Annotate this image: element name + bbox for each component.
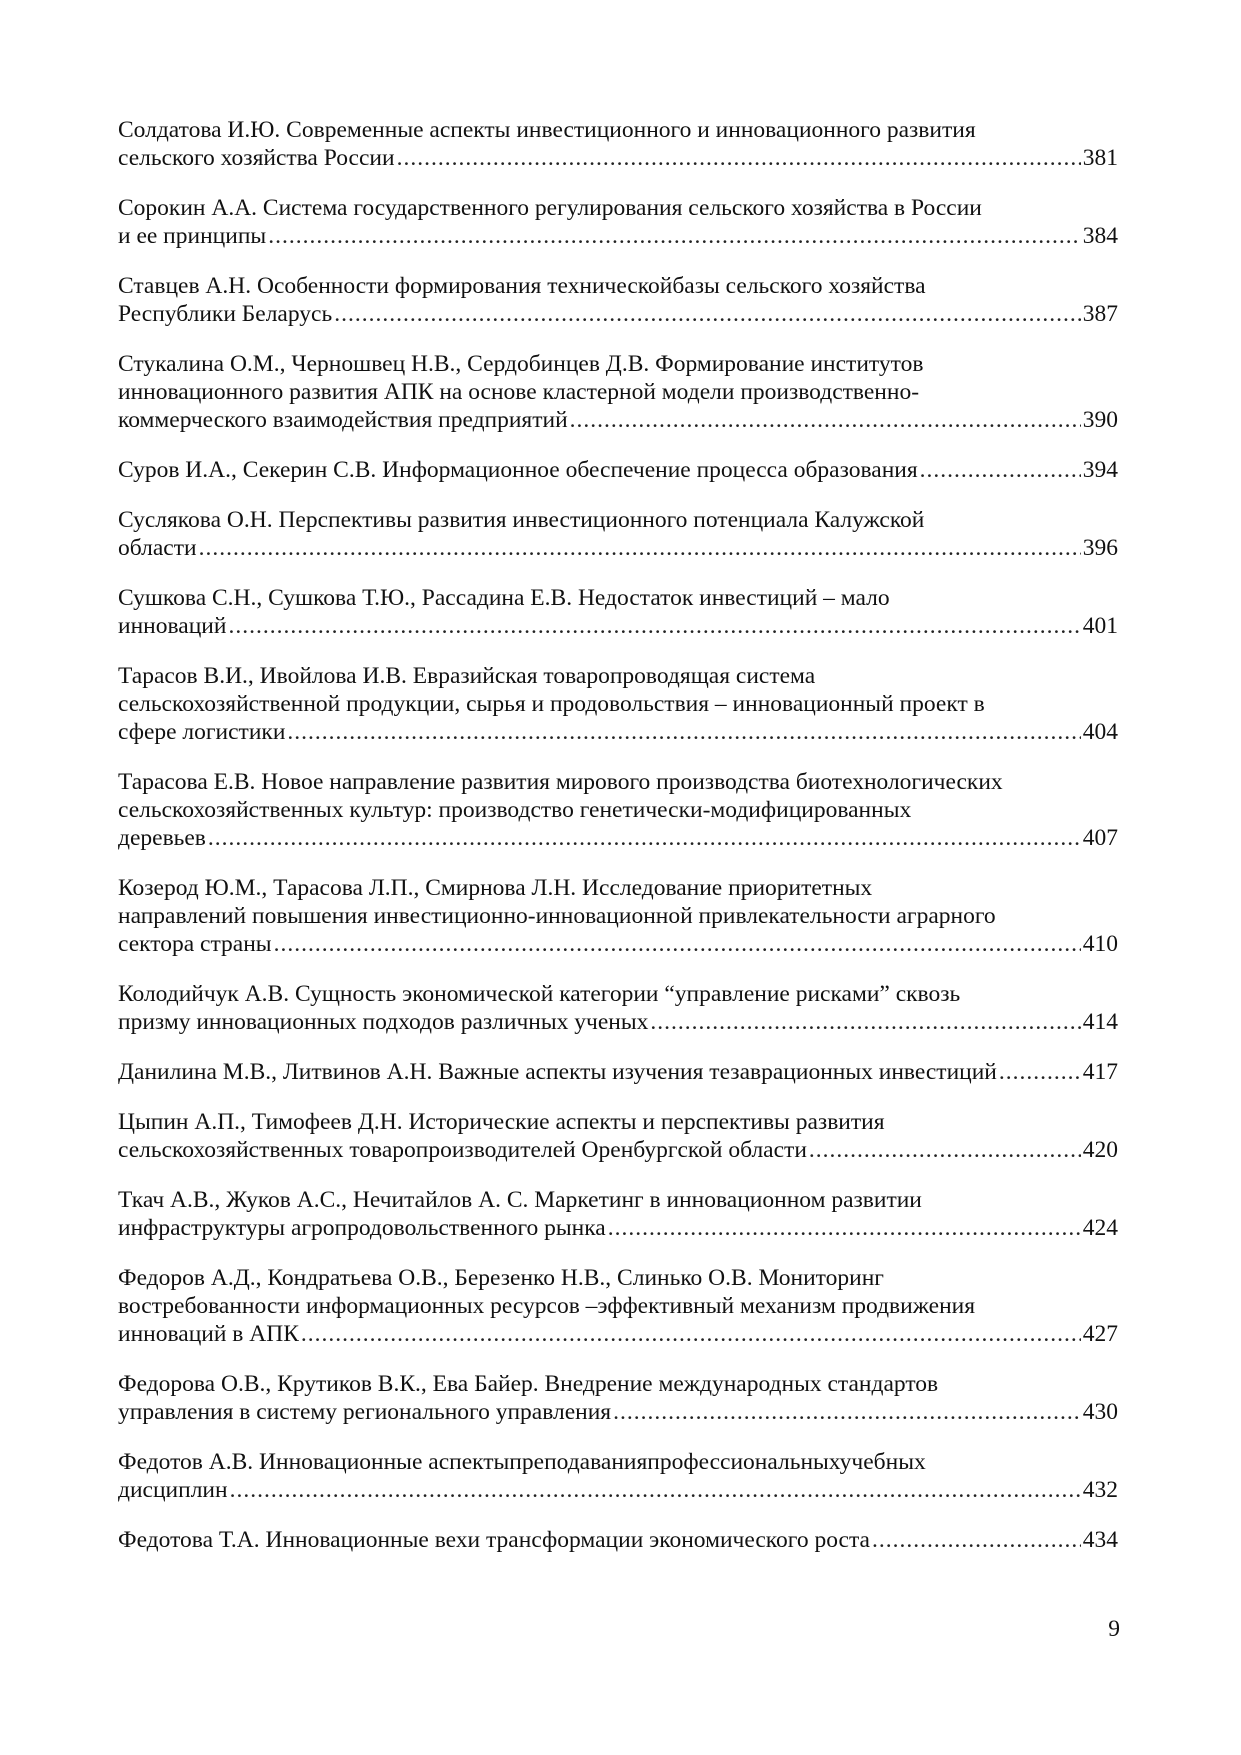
toc-entry-final-line — [118, 144, 1118, 172]
dot-leader — [301, 1320, 1081, 1348]
toc-entry — [118, 1108, 1118, 1164]
toc-page-number: 432 — [1082, 1477, 1118, 1503]
toc-entry-final-line — [118, 1136, 1118, 1164]
toc-entry-text: Федотова Т.А. Инновационные вехи трансформации экономического роста — [118, 1527, 870, 1553]
toc-entry-line: Ткач А.В., Жуков А.С., Нечитайлов А. С. Маркетинг в инновационном развитии — [118, 1187, 922, 1213]
toc-entry-final-line — [118, 718, 1118, 746]
toc-entry — [118, 272, 1118, 328]
toc-entry-text: призму инновационных подходов различных ученых — [118, 1009, 649, 1035]
toc-entry-line: сельскохозяйственной продукции, сырья и продовольствия – инновационный проект в — [118, 691, 985, 717]
table-of-contents — [118, 116, 1118, 1576]
toc-entry-final-line — [118, 1320, 1118, 1348]
toc-entry-text: Данилина М.В., Литвинов А.Н. Важные аспекты изучения тезаврационных инвестиций — [118, 1059, 997, 1085]
dot-leader — [650, 1008, 1080, 1036]
toc-entry-text: сектора страны — [118, 931, 272, 957]
toc-entry — [118, 350, 1118, 434]
dot-leader — [613, 1398, 1081, 1426]
toc-entry — [118, 874, 1118, 958]
toc-entry-final-line — [118, 824, 1118, 852]
toc-entry-line: востребованности информационных ресурсов –эффективный механизм продвижения — [118, 1293, 976, 1319]
toc-entry-final-line — [118, 300, 1118, 328]
dot-leader — [334, 300, 1081, 328]
toc-entry — [118, 1264, 1118, 1348]
toc-entry — [118, 1370, 1118, 1426]
toc-entry-line: направлений повышения инвестиционно-инновационной привлекательности аграрного — [118, 903, 996, 929]
toc-entry-final-line — [118, 1476, 1118, 1504]
toc-entry-text: инноваций в АПК — [118, 1321, 299, 1347]
toc-entry — [118, 1058, 1118, 1086]
toc-page-number: 387 — [1082, 301, 1118, 327]
toc-entry-final-line — [118, 1008, 1118, 1036]
dot-leader — [287, 718, 1080, 746]
toc-page-number: 396 — [1082, 535, 1118, 561]
toc-entry-final-line — [118, 534, 1118, 562]
page-number: 9 — [1108, 1616, 1120, 1642]
toc-entry — [118, 980, 1118, 1036]
toc-entry-line: Колодийчук А.В. Сущность экономической категории “управление рисками” сквозь — [118, 981, 961, 1007]
toc-entry-line: Федоров А.Д., Кондратьева О.В., Березенко Н.В., Слинько О.В. Мониторинг — [118, 1265, 884, 1291]
toc-entry-final-line — [118, 1526, 1118, 1554]
toc-entry-final-line — [118, 1398, 1118, 1426]
toc-entry-line: Федотов А.В. Инновационные аспектыпреподаванияпрофессиональныхучебных — [118, 1449, 926, 1475]
toc-entry-text: и ее принципы — [118, 223, 267, 249]
toc-entry-line: Суслякова О.Н. Перспективы развития инвестиционного потенциала Калужской — [118, 507, 925, 533]
toc-entry-text: области — [118, 535, 197, 561]
dot-leader — [999, 1058, 1081, 1086]
dot-leader — [268, 222, 1081, 250]
toc-entry — [118, 1448, 1118, 1504]
toc-entry-text: сельскохозяйственных товаропроизводителей Оренбургской области — [118, 1137, 807, 1163]
toc-entry-line: Тарасова Е.В. Новое направление развития мирового производства биотехнологических — [118, 769, 1003, 795]
toc-entry-final-line — [118, 456, 1118, 484]
toc-entry-text: деревьев — [118, 825, 206, 851]
toc-entry-final-line — [118, 612, 1118, 640]
toc-page-number: 417 — [1082, 1059, 1118, 1085]
toc-entry-final-line — [118, 1058, 1118, 1086]
dot-leader — [872, 1526, 1081, 1554]
toc-entry-line: Сорокин А.А. Система государственного регулирования сельского хозяйства в России — [118, 195, 982, 221]
toc-entry — [118, 116, 1118, 172]
dot-leader — [608, 1214, 1081, 1242]
toc-entry-line: Тарасов В.И., Ивойлова И.В. Евразийская товаропроводящая система — [118, 663, 816, 689]
dot-leader — [570, 406, 1081, 434]
toc-entry — [118, 1186, 1118, 1242]
toc-page-number: 410 — [1082, 931, 1118, 957]
toc-entry-line: инновационного развития АПК на основе кластерной модели производственно- — [118, 379, 920, 405]
toc-page-number: 430 — [1082, 1399, 1118, 1425]
toc-page-number: 407 — [1082, 825, 1118, 851]
toc-entry-text: сельского хозяйства России — [118, 145, 395, 171]
toc-entry-final-line — [118, 406, 1118, 434]
toc-entry-text: дисциплин — [118, 1477, 228, 1503]
dot-leader — [228, 612, 1080, 640]
toc-entry-text: управления в систему регионального управления — [118, 1399, 612, 1425]
toc-page-number: 434 — [1082, 1527, 1118, 1553]
toc-entry-text: коммерческого взаимодействия предприятий — [118, 407, 568, 433]
toc-entry-text: сфере логистики — [118, 719, 286, 745]
toc-entry — [118, 506, 1118, 562]
toc-page-number: 390 — [1082, 407, 1118, 433]
toc-entry-line: Федорова О.В., Крутиков В.К., Ева Байер. Внедрение международных стандартов — [118, 1371, 939, 1397]
toc-entry-line: Солдатова И.Ю. Современные аспекты инвестиционного и инновационного развития — [118, 117, 976, 143]
toc-page-number: 394 — [1082, 457, 1118, 483]
dot-leader — [397, 144, 1081, 172]
toc-page-number: 381 — [1082, 145, 1118, 171]
toc-entry-text: Республики Беларусь — [118, 301, 333, 327]
toc-entry-text: Суров И.А., Секерин С.В. Информационное обеспечение процесса образования — [118, 457, 918, 483]
toc-entry-line: Сушкова С.Н., Сушкова Т.Ю., Рассадина Е.В. Недостаток инвестиций – мало — [118, 585, 890, 611]
toc-page-number: 404 — [1082, 719, 1118, 745]
toc-entry — [118, 1526, 1118, 1554]
toc-entry-final-line — [118, 222, 1118, 250]
toc-entry-final-line — [118, 1214, 1118, 1242]
toc-entry-line: Ставцев А.Н. Особенности формирования техническойбазы сельского хозяйства — [118, 273, 926, 299]
toc-page-number: 384 — [1082, 223, 1118, 249]
toc-entry-line: сельскохозяйственных культур: производство генетически-модифицированных — [118, 797, 912, 823]
toc-entry-line: Козерод Ю.М., Тарасова Л.П., Смирнова Л.Н. Исследование приоритетных — [118, 875, 873, 901]
toc-page-number: 424 — [1082, 1215, 1118, 1241]
dot-leader — [230, 1476, 1081, 1504]
dot-leader — [920, 456, 1081, 484]
toc-entry-text: инфраструктуры агропродовольственного рынка — [118, 1215, 606, 1241]
toc-entry — [118, 768, 1118, 852]
toc-entry — [118, 456, 1118, 484]
toc-entry-line: Стукалина О.М., Черношвец Н.В., Сердобинцев Д.В. Формирование институтов — [118, 351, 924, 377]
dot-leader — [809, 1136, 1081, 1164]
toc-page-number: 427 — [1082, 1321, 1118, 1347]
toc-entry — [118, 662, 1118, 746]
toc-page-number: 401 — [1082, 613, 1118, 639]
toc-entry-final-line — [118, 930, 1118, 958]
toc-entry — [118, 584, 1118, 640]
dot-leader — [274, 930, 1081, 958]
toc-page-number: 420 — [1082, 1137, 1118, 1163]
dot-leader — [199, 534, 1081, 562]
dot-leader — [208, 824, 1081, 852]
toc-entry — [118, 194, 1118, 250]
toc-entry-line: Цыпин А.П., Тимофеев Д.Н. Исторические аспекты и перспективы развития — [118, 1109, 885, 1135]
toc-page-number: 414 — [1082, 1009, 1118, 1035]
toc-entry-text: инноваций — [118, 613, 227, 639]
